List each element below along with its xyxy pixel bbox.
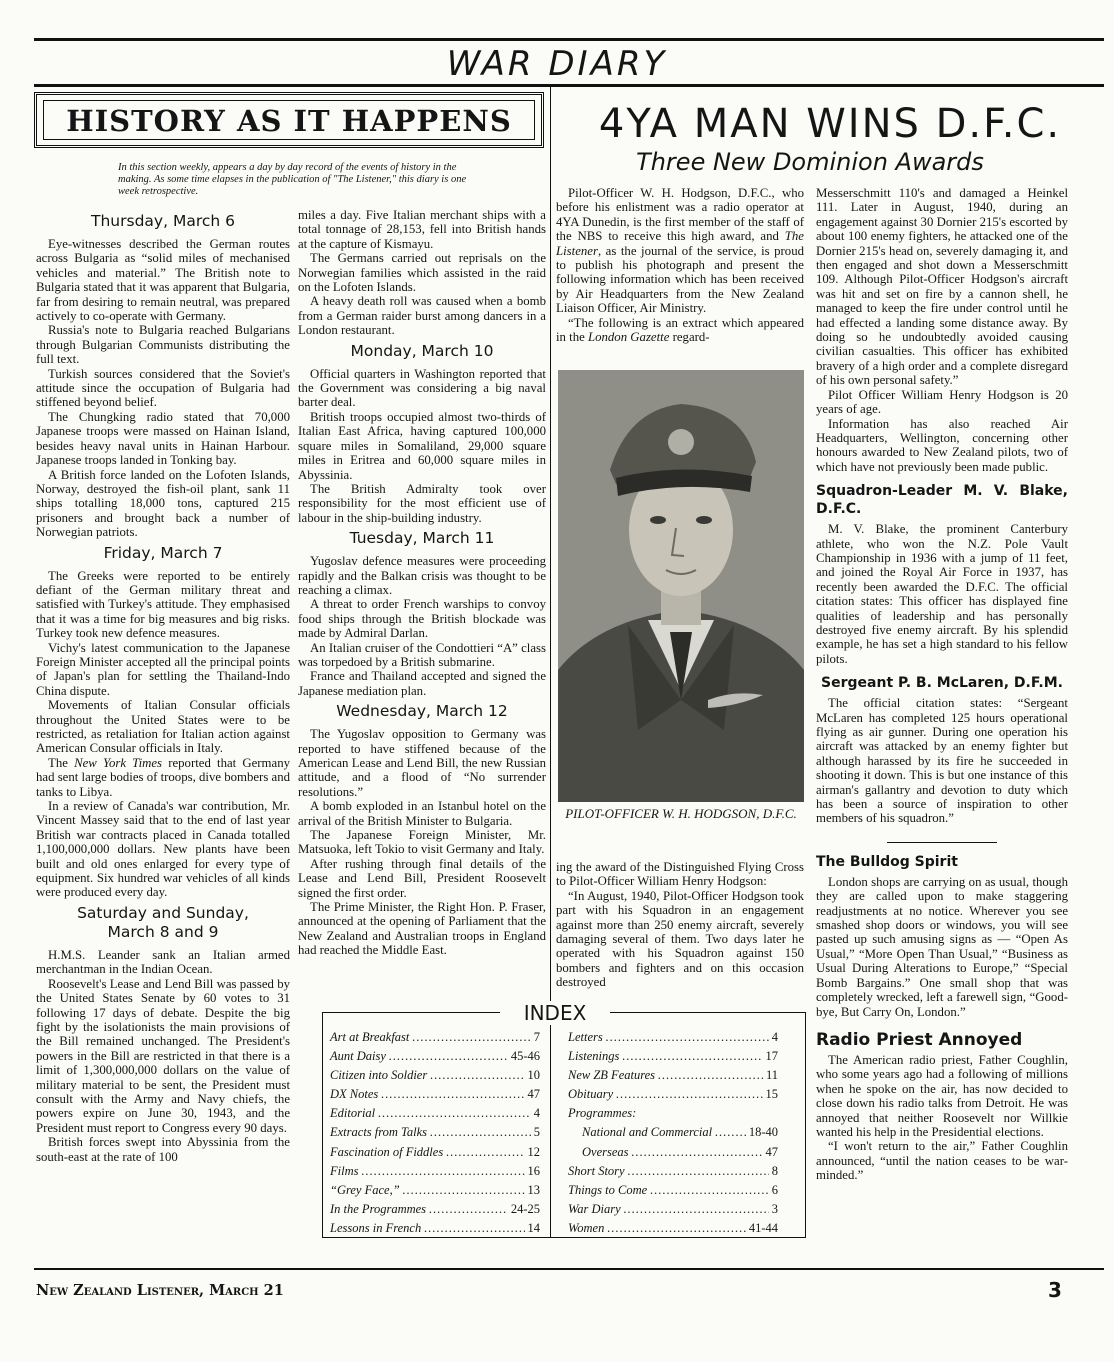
diary-entry: France and Thailand accepted and signed the Japanese mediation plan.: [298, 669, 546, 698]
footer-rule: [34, 1268, 1104, 1270]
day-heading: Friday, March 7: [103, 543, 223, 562]
diary-entry: British forces swept into Abyssinia from the south-east at the rate of 100: [36, 1135, 290, 1164]
header-rule: [34, 84, 1104, 87]
index-entry-label: Short Story: [568, 1163, 625, 1178]
dfc-subheadline: Three New Dominion Awards: [636, 148, 984, 176]
index-entry: [330, 1123, 540, 1142]
index-leader-dots: [607, 1219, 745, 1238]
index-leader-dots: [446, 1143, 524, 1162]
index-entry: [330, 1200, 540, 1219]
article-heading: The Bulldog Spirit: [816, 853, 958, 870]
diary-entry: A British force landed on the Lofoten Islands, Norway, destroyed the fish-oil plant, sank 11 ships totalling 18,000 tons, captured 215 prisoners and brought back a number of Norwegian patriots.: [36, 467, 290, 540]
index-entry-label: Women: [568, 1220, 605, 1235]
article-paragraph: ing the award of the Distinguished Flying Cross to Pilot-Officer William Henry Hodgson:: [556, 860, 804, 889]
text-run: , as the journal of the service, is proud to publish his photograph and present the following information which has been received by Air Headquarters from the New Zealand Liaison Officer, Air Ministry.: [556, 243, 804, 316]
history-intro: In this section weekly, appears a day by day record of the events of history in the making. As some time elapses in the publication of "The Listener," this diary is one week retrospective.: [118, 162, 467, 197]
text-run: Pilot-Officer W. H. Hodgson, D.F.C., who before his enlistment was a radio operator at 4YA Dunedin, is the first member of the staff of the NBS to receive this high award, and: [556, 186, 804, 244]
index-entry: [568, 1181, 778, 1200]
index-entry: [568, 1028, 778, 1047]
diary-entry: The Chungking radio stated that 70,000 Japanese troops were massed on Hainan Island, besides heavy naval units in Hainan Harbour. Japanese troops landed in Tonking bay.: [36, 409, 290, 468]
index-entry-label: National and Commercial: [582, 1125, 713, 1140]
publication-footer: New Zealand Listener, March 21: [36, 1282, 284, 1299]
diary-column-2: [298, 208, 546, 958]
index-leader-dots: [389, 1047, 508, 1066]
diary-entry: Yugoslav defence measures were proceeding rapidly and the Balkan crisis was thought to be reaching a climax.: [298, 554, 546, 597]
newspaper-title: New York Times: [74, 755, 163, 770]
index-entry-label: In the Programmes: [330, 1201, 427, 1216]
index-entry: [330, 1104, 540, 1123]
index-entry-page: 6: [771, 1182, 778, 1197]
index-entry-page: 47: [765, 1144, 778, 1159]
day-heading: Tuesday, March 11: [349, 529, 495, 548]
index-entry: [330, 1143, 540, 1162]
diary-entry: Russia's note to Bulgaria reached Bulgarians through Bulgarian Communists distributing the full text.: [36, 323, 290, 367]
history-headline: HISTORY AS IT HAPPENS: [66, 104, 512, 138]
index-entry-page: 14: [527, 1220, 540, 1235]
index-leader-dots: [624, 1200, 769, 1219]
index-leader-dots: [412, 1028, 530, 1047]
diary-entry: Movements of Italian Consular officials throughout the United States were to be restricted, as retaliation for Italian action against American Consular officials in Italy.: [36, 698, 290, 756]
award-heading: Squadron-Leader M. V. Blake, D.F.C.: [816, 483, 1068, 518]
diary-entry: Roosevelt's Lease and Lend Bill was passed by the United States Senate by 60 votes to 31 following 17 days of debate. Despite the big fight by the isolationists the main provisions of the Bill remained unchanged. The President's powers in the Bill are restricted in that there is a limit of 1,300,000,000 dollars on the value of military material to be sent, the President must consult with the Army and Navy chiefs, the powers expire on June 30, 1943, and the President must report to Congress every 90 days.: [36, 976, 290, 1135]
index-leader-dots: [632, 1143, 763, 1162]
index-list-left: [330, 1028, 540, 1238]
index-entry-page: 16: [527, 1163, 540, 1178]
award-heading: Sergeant P. B. McLaren, D.F.M.: [821, 675, 1063, 692]
index-entry-page: 5: [533, 1125, 540, 1140]
index-entry: [330, 1066, 540, 1085]
index-entry-page: 47: [527, 1087, 540, 1102]
top-rule: [34, 38, 1104, 41]
index-leader-dots: [378, 1104, 531, 1123]
article-paragraph: [556, 186, 804, 316]
index-leader-dots: [606, 1028, 769, 1047]
history-headline-box: [34, 92, 544, 148]
index-entry-page: 10: [527, 1068, 540, 1083]
diary-entry: [36, 756, 290, 799]
diary-entry: Vichy's latest communication to the Japanese Foreign Minister accepted all the principal points of Japan's plan for settling the Thailand-Indo China dispute.: [36, 640, 290, 698]
index-entry-page: 7: [533, 1030, 540, 1044]
article-paragraph: The American radio priest, Father Coughlin, who some years ago had a following of millions when he spoke on the air, has now decided to close down his radio talks from Detroit. He was annoyed that neither Roosevelt nor Willkie wanted his help in the Presidential elections.: [816, 1052, 1068, 1139]
day-heading: Thursday, March 6: [91, 212, 235, 230]
index-entry-page: 4: [533, 1106, 540, 1121]
day-heading: Saturday and Sunday, March 8 and 9: [77, 903, 249, 941]
index-entry: [330, 1162, 540, 1181]
diary-entry: The British Admiralty took over responsibility for the most efficient use of labour in the ship-building industry.: [298, 481, 546, 525]
index-entry-label: DX Notes: [330, 1087, 379, 1102]
index-leader-dots: [650, 1181, 769, 1200]
dfc-column-bottom: [556, 860, 804, 990]
journal-title: The Listener: [556, 229, 804, 258]
index-entry-page: 18-40: [748, 1125, 778, 1140]
article-paragraph: The official citation states: “Sergeant McLaren has completed 125 hours operational flying as air gunner. During one operation his aircraft was attacked by an enemy fighter but although harassed by its fire he succeeded in shooting it down. This is but one instance of this airman's gallantry and devotion to duty which has been a source of inspiration to other members of his squadron.”: [816, 696, 1068, 826]
index-entry: [568, 1066, 778, 1085]
article-paragraph: “In August, 1940, Pilot-Officer Hodgson took part with his Squadron in an engagement against more than 250 enemy aircraft, severely damaging several of them. Two days later he operated with his Squadron against 150 bombers and fighters and on this occasion destroyed: [556, 888, 804, 990]
index-leader-dots: [715, 1123, 746, 1142]
article-paragraph: M. V. Blake, the prominent Canterbury athlete, who won the N.Z. Pole Vault Championship in 1936 with a jump of 11 feet, and joined the Royal Air Force in 1937, has recently been awarded the D.F.C. The official citation states: This officer has displayed fine qualities of leadership and has personally destroyed five enemy aircraft. By his splendid example, he has set a high standard to his fellow pilots.: [816, 522, 1068, 666]
index-entry-label: Things to Come: [568, 1182, 648, 1197]
diary-entry: British troops occupied almost two-thirds of Italian East Africa, having captured 100,000 square miles in Somaliland, 29,000 square miles in Eritrea and 60,000 square miles in Abyssinia.: [298, 409, 546, 482]
text-run: The: [48, 755, 75, 770]
separator-rule: [887, 842, 997, 843]
text-run: regard-: [669, 330, 710, 345]
index-leader-dots: [628, 1162, 769, 1181]
dfc-headline: 4YA MAN WINS D.F.C.: [598, 101, 1062, 147]
diary-entry: The Greeks were reported to be entirely defiant of the German military threat and satisfied with Turkey's attitude. They emphasised that it was a time for big measures and big risks. Turkey took new defence measures.: [36, 568, 290, 641]
article-heading: Radio Priest Annoyed: [816, 1029, 1023, 1050]
index-entry-label: Lessons in French: [330, 1220, 422, 1235]
hodgson-portrait-photo: [558, 370, 804, 802]
index-entry: [330, 1047, 540, 1066]
index-entry-label: Extracts from Talks: [330, 1125, 427, 1140]
index-leader-dots: [430, 1123, 531, 1142]
index-leader-dots: [658, 1066, 763, 1085]
index-entry-label: New ZB Features: [568, 1068, 656, 1083]
index-entry: [568, 1085, 778, 1104]
diary-entry: The Prime Minister, the Right Hon. P. Fraser, announced at the opening of Parliament that the New Zealand and Australian troops in England had reached the Middle East.: [298, 900, 546, 958]
index-entry: [568, 1162, 778, 1181]
index-title: INDEX: [500, 1001, 610, 1025]
index-entry-page: 45-46: [510, 1049, 540, 1064]
index-entry-label: Letters: [568, 1030, 603, 1044]
text-run: “The following is an extract which appeared in the: [556, 315, 804, 345]
article-paragraph: Messerschmitt 110's and damaged a Heinkel 111. Later in August, 1940, during an engagement against 30 Dornier 215's escorted by about 100 enemy fighters, he attacked one of the Dornier 215's head on, severely damaging it, and then engaged and shot down a Messerschmitt 109. Although Pilot-Officer Hodgson's aircraft was hit and set on fire by a cannon shell, he managed to keep the fire under control until he had effected a landing some distance away. By doing so he undoubtedly avoided causing civilian casualties. This officer has exhibited bravery of a high order and a complete disregard of his own personal safety.”: [816, 186, 1068, 388]
diary-entry: A heavy death roll was caused when a bomb from a German raider burst among dancers in a London restaurant.: [298, 294, 546, 338]
diary-entry: The Yugoslav opposition to Germany was reported to have stiffened because of the American Lease and Lend Bill, the new Russian attitude, and a flood of “No surrender resolutions.”: [298, 727, 546, 799]
index-leader-dots: [430, 1066, 524, 1085]
index-entry-label: Citizen into Soldier: [330, 1068, 428, 1083]
photo-caption: PILOT-OFFICER W. H. HODGSON, D.F.C.: [565, 806, 797, 821]
diary-entry: A threat to order French warships to convoy food ships through the British blockade was made by Admiral Darlan.: [298, 597, 546, 641]
diary-entry: In a review of Canada's war contribution, Mr. Vincent Massey said that to the end of last year British war contracts placed in Canada totalled 1,100,000,000 dollars. New plants have been built and old ones enlarged for every type of equipment. Six hundred war vehicles of all kinds were produced every day.: [36, 799, 290, 900]
index-entry: [568, 1123, 778, 1142]
index-leader-dots: [622, 1047, 762, 1066]
diary-entry: Turkish sources considered that the Soviet's attitude since the occupation of Bulgaria had stiffened beyond belief.: [36, 366, 290, 410]
index-entry-page: 41-44: [748, 1220, 778, 1235]
day-heading: Monday, March 10: [350, 341, 494, 360]
dfc-column-right: [816, 186, 1068, 1183]
article-paragraph: Pilot Officer William Henry Hodgson is 20 years of age.: [816, 387, 1068, 417]
index-entry-label: Aunt Daisy: [330, 1049, 386, 1064]
index-entry: [330, 1085, 540, 1104]
index-entry-page: 13: [527, 1182, 540, 1197]
day-heading: Wednesday, March 12: [336, 702, 508, 721]
index-leader-dots: [429, 1200, 508, 1219]
diary-entry: Official quarters in Washington reported that the Government was considering a big naval barter deal.: [298, 366, 546, 410]
index-entry-label: Fascination of Fiddles: [330, 1144, 444, 1159]
diary-entry: An Italian cruiser of the Condottieri “A” class was torpedoed by a British submarine.: [298, 640, 546, 669]
index-entry-page: 4: [771, 1030, 778, 1044]
index-entry-label: Obituary: [568, 1087, 614, 1102]
index-entry: [330, 1181, 540, 1200]
index-leader-dots: [381, 1085, 524, 1104]
index-entry: [568, 1200, 778, 1219]
index-entry: [330, 1219, 540, 1238]
index-leader-dots: [361, 1162, 524, 1181]
index-leader-dots: [424, 1219, 524, 1238]
article-paragraph: “I won't return to the air,” Father Coughlin announced, “until the nation ceases to be war-minded.”: [816, 1139, 1068, 1183]
diary-entry: After rushing through final details of the Lease and Lend Bill, President Roosevelt signed the first order.: [298, 856, 546, 900]
dfc-column-top: [556, 186, 804, 344]
index-entry-page: 8: [771, 1163, 778, 1178]
diary-entry: The Germans carried out reprisals on the Norwegian families which assisted in the raid on the Lofoten Islands.: [298, 251, 546, 295]
index-leader-dots: [403, 1181, 525, 1200]
index-entry-page: 11: [765, 1068, 778, 1083]
index-entry-label: Art at Breakfast: [330, 1030, 410, 1044]
index-entry: [568, 1143, 778, 1162]
diary-entry: A bomb exploded in an Istanbul hotel on the arrival of the British Minister to Bulgaria.: [298, 799, 546, 828]
index-entry: [568, 1104, 778, 1123]
index-entry-page: 12: [527, 1144, 540, 1159]
section-title: WAR DIARY: [446, 44, 668, 84]
index-entry-page: 3: [771, 1201, 778, 1216]
article-paragraph: London shops are carrying on as usual, though they are called upon to make staggering readjustments at no notice. Wherever you see smashed shop doors or windows, you will see pasted up such amusing signs as — “Open As Usual,” “More Open Than Usual,” “Business as Usual During Alterations to Europe,” “Special Bomb Bargains.” One small shop that was completely wrecked, left a farewell sign, “Good-bye, But Carry On, London.”: [816, 874, 1068, 1019]
diary-entry: H.M.S. Leander sank an Italian armed merchantman in the Indian Ocean.: [36, 947, 290, 977]
text-run: reported that Germany had sent large bodies of troops, dive bombers and tanks to Libya.: [36, 755, 290, 799]
history-headline-frame: [43, 100, 535, 140]
index-entry-label: Programmes:: [568, 1106, 637, 1121]
index-entry-label: Overseas: [582, 1144, 629, 1159]
index-entry-page: 17: [765, 1049, 778, 1064]
index-entry: [568, 1219, 778, 1238]
gazette-title: London Gazette: [588, 330, 670, 345]
index-entry-label: “Grey Face,”: [330, 1182, 400, 1197]
index-entry: [568, 1047, 778, 1066]
index-entry: [330, 1028, 540, 1047]
diary-entry: The Japanese Foreign Minister, Mr. Matsuoka, left Tokio to visit Germany and Italy.: [298, 828, 546, 857]
index-entry-label: Editorial: [330, 1106, 376, 1121]
diary-column-1: [36, 208, 290, 1164]
page-number: 3: [1048, 1278, 1062, 1302]
index-entry-page: 15: [765, 1087, 778, 1102]
index-list-right: [568, 1028, 778, 1238]
portrait-illustration: [558, 370, 804, 802]
diary-entry: miles a day. Five Italian merchant ships with a total tonnage of 28,153, fell into British hands at the capture of Kismayu.: [298, 208, 546, 251]
index-entry-label: Listenings: [568, 1049, 620, 1064]
index-entry-label: War Diary: [568, 1201, 621, 1216]
index-entry-page: 24-25: [510, 1201, 540, 1216]
index-leader-dots: [616, 1085, 762, 1104]
article-paragraph: [556, 316, 804, 345]
diary-entry: Eye-witnesses described the German routes across Bulgaria as “solid miles of mechanised vehicles and material.” The British note to Bulgaria stated that it was apparent that Bulgaria, far from desiring to remain neutral, was prepared actively to co-operate with Germany.: [36, 237, 290, 324]
index-entry-label: Films: [330, 1163, 359, 1178]
article-paragraph: Information has also reached Air Headquarters, Wellington, concerning other honours awarded to New Zealand pilots, two of which have not previously been made public.: [816, 416, 1068, 474]
